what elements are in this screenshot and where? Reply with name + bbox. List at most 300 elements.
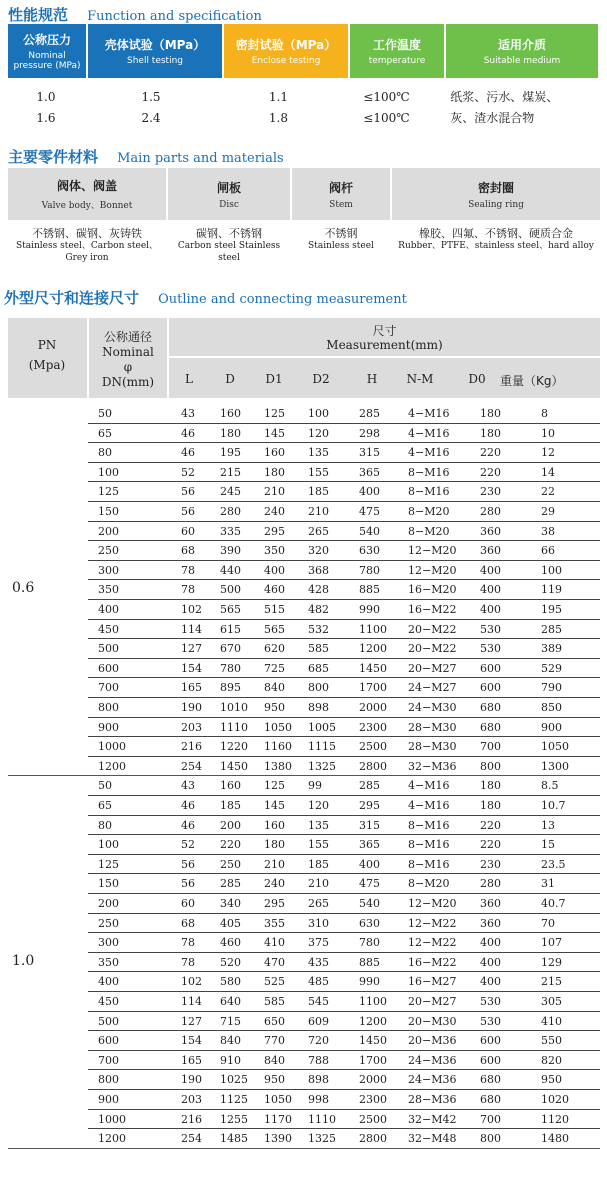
table-cell: 350 (98, 583, 119, 597)
table-cell: 265 (308, 897, 329, 910)
table-cell: 129 (541, 955, 562, 969)
table-cell: 32−M48 (408, 1132, 457, 1146)
table-cell: 180 (480, 799, 501, 812)
table-row (8, 1129, 600, 1148)
spec-value: 1.8 (268, 110, 289, 125)
table-cell: 180 (480, 407, 501, 420)
table-row (8, 718, 600, 737)
dims-table-header (8, 318, 600, 398)
table-cell: 400 (480, 975, 501, 989)
table-cell: 700 (480, 1112, 501, 1126)
table-cell: 800 (480, 1132, 501, 1146)
table-cell: 540 (359, 524, 380, 538)
table-cell: 285 (359, 779, 380, 793)
spec-values (8, 86, 600, 128)
table-cell: 125 (98, 857, 119, 871)
meas-en: Measurement(mm) (326, 338, 443, 352)
table-cell: 155 (308, 838, 329, 852)
table-cell: 16−M27 (408, 975, 457, 989)
parts-value-en: Carbon steel Stainless steel (177, 241, 281, 263)
table-cell: 770 (264, 1034, 285, 1048)
table-row (8, 776, 600, 795)
table-cell: 1115 (308, 740, 336, 754)
table-cell: 190 (181, 701, 202, 714)
table-cell: 400 (359, 485, 380, 499)
table-cell: 180 (220, 426, 241, 440)
table-cell: 66 (541, 544, 555, 558)
table-cell: 475 (359, 505, 380, 518)
column-header: H (366, 372, 378, 386)
table-cell: 1050 (264, 720, 292, 734)
table-cell: 70 (541, 916, 555, 930)
spec-header-cn: 密封试验（MPa） (235, 37, 337, 52)
table-cell: 8 (541, 407, 548, 420)
table-cell: 355 (264, 916, 285, 930)
spec-header-cell (8, 24, 86, 78)
column-header: D1 (265, 372, 283, 386)
table-cell: 360 (480, 524, 501, 538)
table-cell: 685 (308, 661, 329, 675)
table-cell: 389 (541, 642, 562, 656)
table-cell: 440 (220, 563, 241, 577)
table-cell: 190 (181, 1073, 202, 1087)
table-cell: 50 (98, 779, 112, 793)
table-row (8, 914, 600, 933)
table-cell: 460 (220, 936, 241, 950)
table-cell: 350 (264, 544, 285, 558)
table-cell: 885 (359, 583, 380, 597)
table-cell: 2800 (359, 759, 387, 773)
spec-value: 2.4 (141, 110, 161, 125)
table-cell: 38 (541, 524, 555, 538)
column-header: D (225, 372, 235, 386)
table-cell: 500 (98, 1014, 119, 1028)
table-cell: 475 (359, 877, 380, 891)
table-row (8, 953, 600, 972)
table-cell: 68 (181, 544, 195, 558)
table-cell: 280 (480, 877, 501, 891)
table-cell: 320 (308, 544, 329, 558)
parts-header-cell (292, 168, 390, 220)
table-cell: 150 (98, 505, 119, 518)
table-cell: 1050 (541, 740, 569, 754)
table-cell: 165 (181, 1053, 202, 1067)
table-cell: 585 (308, 642, 329, 656)
table-cell: 254 (181, 759, 202, 773)
table-cell: 780 (359, 936, 380, 950)
table-cell: 400 (480, 563, 501, 577)
table-cell: 154 (181, 1034, 202, 1048)
table-cell: 1480 (541, 1132, 569, 1146)
table-row (8, 482, 600, 501)
spec-title-en: Function and specification (87, 9, 262, 24)
spec-value: ≤100℃ (363, 89, 410, 104)
table-cell: 998 (308, 1093, 329, 1106)
table-cell: 180 (480, 779, 501, 793)
table-cell: 305 (541, 995, 562, 1008)
table-cell: 195 (220, 446, 241, 460)
table-cell: 898 (308, 1073, 329, 1087)
table-cell: 585 (264, 995, 285, 1008)
table-cell: 315 (359, 446, 380, 460)
spec-header-row (8, 24, 600, 78)
spec-header-cn: 适用介质 (497, 37, 546, 52)
table-cell: 565 (264, 622, 285, 636)
parts-header-cn: 阀体、阀盖 (56, 179, 117, 193)
table-cell: 530 (480, 622, 501, 636)
spec-header-en: Shell testing (126, 55, 184, 66)
table-cell: 640 (220, 995, 241, 1008)
parts-header-en: Sealing ring (468, 199, 524, 210)
table-cell: 1100 (359, 622, 387, 636)
table-cell: 1020 (541, 1093, 569, 1106)
table-cell: 160 (264, 818, 285, 832)
table-cell: 68 (181, 916, 195, 930)
table-cell: 16−M22 (408, 955, 457, 969)
table-cell: 23.5 (541, 857, 566, 871)
parts-value-cell (8, 228, 166, 264)
table-cell: 1700 (359, 681, 387, 695)
parts-value-cell (168, 228, 290, 264)
table-cell: 1110 (308, 1112, 336, 1126)
table-cell: 788 (308, 1053, 329, 1067)
table-cell: 150 (98, 877, 119, 891)
table-cell: 885 (359, 955, 380, 969)
table-cell: 80 (98, 818, 112, 832)
table-cell: 16−M20 (408, 583, 457, 597)
table-cell: 210 (264, 857, 285, 871)
table-cell: 470 (264, 955, 285, 969)
table-cell: 700 (98, 1053, 119, 1067)
spec-title-cn: 性能规范 (8, 6, 69, 24)
table-cell: 32−M36 (408, 759, 457, 773)
spec-header-cn: 公称压力 (22, 32, 71, 47)
table-cell: 12−M20 (408, 544, 457, 558)
table-cell: 20−M30 (408, 1014, 457, 1028)
table-cell: 790 (541, 681, 562, 695)
pn-group-label: 1.0 (12, 952, 35, 969)
table-cell: 107 (541, 936, 562, 950)
table-cell: 1100 (359, 995, 387, 1008)
table-cell: 28−M30 (408, 720, 457, 734)
table-cell: 8−M16 (408, 485, 450, 499)
table-cell: 46 (181, 446, 195, 460)
table-cell: 609 (308, 1014, 329, 1028)
table-cell: 450 (98, 995, 119, 1008)
table-cell: 2000 (359, 1073, 387, 1087)
table-cell: 400 (264, 563, 285, 577)
table-row (8, 1012, 600, 1031)
table-row (8, 1070, 600, 1089)
table-cell: 285 (541, 622, 562, 636)
table-cell: 12−M22 (408, 916, 457, 930)
table-cell: 1160 (264, 740, 292, 754)
table-cell: 1450 (220, 759, 248, 773)
table-row (8, 737, 600, 756)
table-cell: 300 (98, 563, 119, 577)
table-cell: 1005 (308, 720, 336, 734)
table-cell: 14 (541, 465, 555, 479)
table-cell: 800 (98, 1073, 119, 1087)
table-cell: 8−M20 (408, 524, 450, 538)
parts-value-cell (392, 228, 600, 264)
parts-header-en: Stem (329, 199, 353, 210)
table-cell: 215 (220, 465, 241, 479)
table-cell: 8−M16 (408, 838, 450, 852)
table-cell: 1125 (220, 1093, 248, 1106)
table-cell: 360 (480, 897, 501, 910)
table-cell: 435 (308, 955, 329, 969)
table-cell: 265 (308, 524, 329, 538)
table-cell: 615 (220, 622, 241, 636)
spec-header-cell (224, 24, 348, 78)
table-cell: 254 (181, 1132, 202, 1146)
table-cell: 60 (181, 897, 195, 910)
table-cell: 240 (264, 877, 285, 891)
table-row (8, 404, 600, 423)
table-cell: 700 (480, 740, 501, 754)
table-cell: 335 (220, 524, 241, 538)
table-cell: 1325 (308, 1132, 336, 1146)
table-cell: 200 (98, 524, 119, 538)
parts-values-row (8, 228, 600, 264)
table-row (8, 502, 600, 521)
table-cell: 20−M27 (408, 661, 457, 675)
table-cell: 400 (480, 583, 501, 597)
table-row (8, 580, 600, 599)
table-cell: 165 (181, 681, 202, 695)
table-cell: 24−M36 (408, 1053, 457, 1067)
table-cell: 530 (480, 1014, 501, 1028)
table-cell: 360 (480, 544, 501, 558)
table-cell: 280 (220, 505, 241, 518)
parts-value-cn: 不锈钢、碳钢、灰铸铁 (32, 227, 142, 240)
table-cell: 840 (220, 1034, 241, 1048)
table-cell: 990 (359, 975, 380, 989)
table-cell: 390 (220, 544, 241, 558)
table-cell: 250 (98, 916, 119, 930)
table-cell: 114 (181, 995, 202, 1008)
table-cell: 2500 (359, 740, 387, 754)
spec-value: 1.5 (141, 89, 161, 104)
table-cell: 725 (264, 661, 285, 675)
table-cell: 990 (359, 603, 380, 616)
parts-value-cell (292, 228, 390, 264)
table-cell: 350 (98, 955, 119, 969)
table-cell: 120 (308, 799, 329, 812)
table-cell: 600 (98, 661, 119, 675)
table-cell: 900 (98, 720, 119, 734)
table-cell: 2500 (359, 1112, 387, 1126)
table-cell: 220 (480, 446, 501, 460)
table-cell: 2800 (359, 1132, 387, 1146)
table-cell: 1450 (359, 1034, 387, 1048)
parts-header-cn: 闸板 (216, 180, 241, 195)
parts-header-cell (168, 168, 290, 220)
table-cell: 250 (98, 544, 119, 558)
table-cell: 1450 (359, 661, 387, 675)
table-cell: 20−M22 (408, 622, 457, 636)
table-cell: 600 (480, 1034, 501, 1048)
table-cell: 78 (181, 936, 195, 950)
table-cell: 295 (359, 799, 380, 812)
table-row (8, 933, 600, 952)
table-cell: 46 (181, 799, 195, 812)
table-cell: 100 (541, 563, 562, 577)
table-row (8, 816, 600, 835)
spec-header-en: Nominal pressure (MPa) (13, 50, 81, 71)
table-cell: 485 (308, 975, 329, 989)
spec-value: 1.1 (268, 89, 289, 104)
table-cell: 10.7 (541, 799, 566, 812)
table-cell: 12−M22 (408, 936, 457, 950)
pn-header-unit: (Mpa) (28, 358, 66, 372)
parts-value-en: Rubber、PTFE、stainless steel、hard alloy (398, 241, 594, 251)
table-cell: 1050 (264, 1093, 292, 1106)
table-cell: 720 (308, 1034, 329, 1048)
table-cell: 245 (220, 485, 241, 499)
table-cell: 20−M27 (408, 995, 457, 1008)
spec-value: ≤100℃ (363, 110, 410, 125)
table-cell: 8−M16 (408, 465, 450, 479)
spec-header-en: Suitable medium (483, 55, 561, 66)
table-cell: 155 (308, 465, 329, 479)
table-cell: 1010 (220, 701, 248, 714)
table-cell: 230 (480, 485, 501, 499)
table-cell: 1025 (220, 1073, 248, 1087)
table-cell: 670 (220, 642, 241, 656)
table-cell: 100 (98, 838, 119, 852)
table-cell: 180 (480, 426, 501, 440)
table-cell: 220 (220, 838, 241, 852)
table-cell: 195 (541, 603, 562, 616)
table-row (8, 894, 600, 913)
table-cell: 1200 (359, 642, 387, 656)
table-cell: 114 (181, 622, 202, 636)
table-cell: 210 (308, 505, 329, 518)
table-cell: 154 (181, 661, 202, 675)
table-cell: 220 (480, 465, 501, 479)
table-row (8, 678, 600, 697)
table-cell: 400 (98, 603, 119, 616)
table-cell: 160 (220, 779, 241, 793)
table-cell: 127 (181, 642, 202, 656)
table-cell: 102 (181, 603, 202, 616)
column-header: 重量（Kg） (500, 374, 564, 388)
table-cell: 29 (541, 505, 555, 518)
parts-title-en: Main parts and materials (117, 151, 284, 166)
table-cell: 820 (541, 1053, 562, 1067)
table-cell: 1390 (264, 1132, 292, 1146)
table-row (8, 855, 600, 874)
table-cell: 295 (264, 897, 285, 910)
table-row (8, 757, 600, 776)
table-cell: 565 (220, 603, 241, 616)
table-cell: 8−M16 (408, 857, 450, 871)
table-cell: 56 (181, 857, 195, 871)
table-cell: 600 (98, 1034, 119, 1048)
pn-group-label: 0.6 (12, 580, 35, 597)
table-cell: 910 (220, 1053, 241, 1067)
table-row (8, 796, 600, 815)
table-cell: 24−M27 (408, 681, 457, 695)
table-cell: 46 (181, 818, 195, 832)
table-cell: 135 (308, 818, 329, 832)
table-cell: 410 (541, 1014, 562, 1028)
table-cell: 285 (359, 407, 380, 420)
spec-header-cell (350, 24, 444, 78)
parts-value-cn: 橡胶、四氟、不锈钢、硬质合金 (419, 227, 573, 240)
table-cell: 298 (359, 426, 380, 440)
table-cell: 460 (264, 583, 285, 597)
table-cell: 680 (480, 720, 501, 734)
table-row (8, 424, 600, 443)
table-cell: 127 (181, 1014, 202, 1028)
spec-header-en: temperature (368, 55, 426, 66)
table-cell: 600 (480, 661, 501, 675)
table-cell: 300 (98, 936, 119, 950)
parts-value-en: Stainless steel、Carbon steel、Grey iron (15, 241, 159, 263)
table-cell: 900 (541, 720, 562, 734)
table-cell: 368 (308, 563, 329, 577)
table-cell: 515 (264, 603, 285, 616)
table-cell: 400 (480, 603, 501, 616)
table-cell: 43 (181, 779, 195, 793)
parts-header-cn: 阀杆 (328, 180, 353, 195)
parts-header-cell (392, 168, 600, 220)
table-cell: 240 (264, 505, 285, 518)
table-cell: 220 (480, 818, 501, 832)
table-cell: 900 (98, 1093, 119, 1106)
parts-value-cn: 碳钢、不锈钢 (196, 227, 262, 240)
table-cell: 375 (308, 936, 329, 950)
table-cell: 119 (541, 583, 562, 597)
table-cell: 102 (181, 975, 202, 989)
column-header: D0 (468, 372, 486, 386)
table-cell: 31 (541, 877, 555, 891)
table-cell: 550 (541, 1034, 562, 1048)
dims-title-en: Outline and connecting measurement (158, 292, 407, 307)
table-cell: 46 (181, 426, 195, 440)
table-row (8, 463, 600, 482)
table-cell: 715 (220, 1014, 241, 1028)
table-cell: 145 (264, 799, 285, 812)
parts-header-cn: 密封圈 (477, 180, 514, 195)
dims-title-cn: 外型尺寸和连接尺寸 (4, 289, 140, 307)
table-cell: 160 (220, 407, 241, 420)
table-row (8, 1031, 600, 1050)
table-cell: 400 (98, 975, 119, 989)
table-row (8, 639, 600, 658)
table-cell: 1120 (541, 1112, 569, 1126)
table-cell: 600 (480, 681, 501, 695)
pn-header (8, 338, 86, 372)
table-row (8, 600, 600, 619)
table-cell: 200 (98, 897, 119, 910)
table-cell: 400 (480, 936, 501, 950)
table-cell: 800 (480, 759, 501, 773)
table-cell: 185 (308, 857, 329, 871)
table-row (8, 874, 600, 893)
spec-value: 灰、渣水混合物 (450, 111, 535, 125)
table-row (8, 659, 600, 678)
table-cell: 28−M30 (408, 740, 457, 754)
table-cell: 215 (541, 975, 562, 989)
table-cell: 1200 (359, 1014, 387, 1028)
table-cell: 12−M20 (408, 897, 457, 910)
table-cell: 78 (181, 563, 195, 577)
table-cell: 2300 (359, 720, 387, 734)
